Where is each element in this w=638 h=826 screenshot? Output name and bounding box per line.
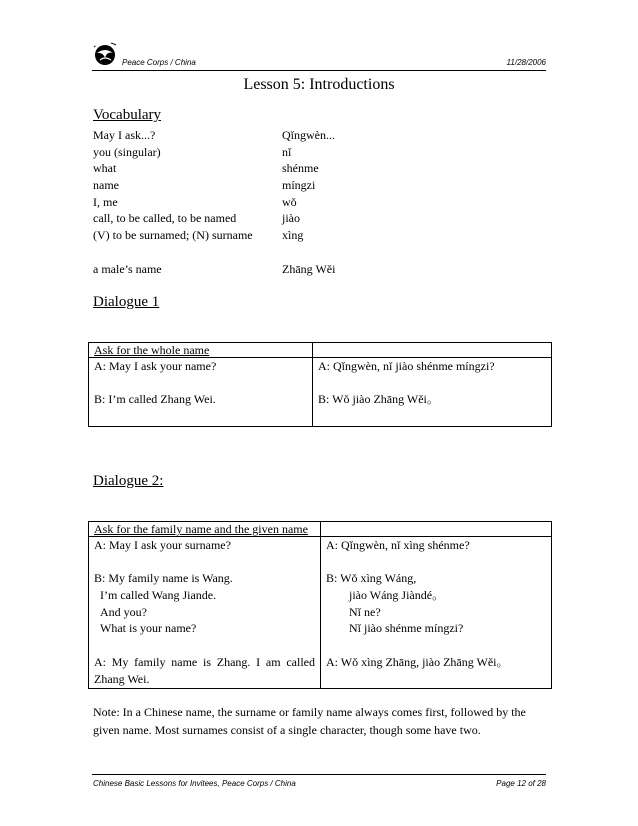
footer-page-number: Page 12 of 28 (496, 779, 546, 788)
dialogue2-pinyin-cell (321, 537, 552, 689)
dialogue-line: B: Wǒ jiào Zhāng Wěi。 (318, 392, 439, 407)
vocab-english: May I ask...? (93, 128, 156, 142)
dialogue-line: Nǐ jiào shénme míngzi? (349, 621, 464, 636)
dialogue-line: Nǐ ne? (349, 604, 381, 619)
dialogue2-table-header-empty (321, 522, 552, 537)
vocab-row (93, 160, 335, 177)
vocab-english: what (93, 161, 117, 176)
header-organization: Peace Corps / China (122, 58, 196, 67)
dialogue-line: What is your name? (100, 621, 197, 636)
dialogue-line: B: My family name is Wang. (94, 571, 233, 586)
dialogue-line: B: I’m called Zhang Wei. (94, 392, 216, 407)
dialogue2-table (88, 521, 552, 689)
vocab-row (93, 194, 335, 211)
vocab-row (93, 261, 335, 278)
dialogue1-table-header-empty (313, 343, 552, 358)
vocab-english: call, to be called, to be named (93, 211, 237, 226)
dialogue-line: A: May I ask your name? (94, 359, 217, 373)
page-header (92, 38, 546, 72)
dialogue-line: I’m called Wang Jiande. (100, 588, 217, 603)
dialogue1-pinyin-cell (313, 358, 552, 427)
vocab-pinyin: wǒ (282, 194, 297, 209)
vocabulary-list (93, 127, 335, 278)
vocab-pinyin: Zhāng Wěi (282, 261, 336, 276)
vocab-row (93, 227, 335, 244)
vocab-pinyin: xìng (282, 228, 304, 243)
dialogue-line: A: Qǐngwèn, nǐ xìng shénme? (326, 538, 470, 552)
dialogue-line: A: My family name is Zhang. I am called Zhang Wei. (94, 654, 315, 686)
vocab-english: (V) to be surnamed; (N) surname (93, 228, 253, 243)
vocab-pinyin: shénme (282, 161, 319, 176)
vocab-row (93, 177, 335, 194)
vocab-english: name (93, 178, 119, 193)
page-title: Lesson 5: Introductions (243, 76, 395, 93)
dialogue-line: A: May I ask your surname? (94, 538, 231, 552)
vocab-pinyin: jiào (282, 211, 300, 226)
header-date: 11/28/2006 (506, 58, 546, 67)
vocab-row (93, 144, 335, 161)
vocab-row (93, 127, 335, 144)
vocab-english: a male’s name (93, 261, 162, 276)
vocab-row (93, 210, 335, 227)
footer-divider (92, 774, 546, 775)
vocab-english: you (singular) (93, 144, 161, 159)
vocab-pinyin: míngzi (282, 178, 316, 193)
vocab-pinyin: nǐ (282, 144, 292, 159)
vocabulary-heading: Vocabulary (93, 107, 162, 123)
note-paragraph: Note: In a Chinese name, the surname or family name always comes first, followed by the given name. Most surnames consist of a single character, though some have two. (93, 705, 526, 737)
dialogue1-heading: Dialogue 1 (93, 294, 160, 310)
dialogue1-table (88, 342, 552, 427)
dialogue-line: A: Qǐngwèn, nǐ jiào shénme míngzi? (318, 359, 495, 373)
dialogue2-table-header: Ask for the family name and the given name (89, 522, 321, 537)
dialogue1-table-header: Ask for the whole name (89, 343, 313, 358)
peace-corps-logo-icon (92, 38, 122, 68)
dialogue2-english-cell (89, 537, 321, 689)
dialogue-line: B: Wǒ xìng Wáng, (326, 571, 417, 586)
vocab-english: I, me (93, 194, 118, 209)
dialogue-line: And you? (100, 604, 147, 619)
dialogue-line: A: Wǒ xìng Zhāng, jiào Zhāng Wěi。 (326, 654, 509, 669)
vocab-pinyin: Qǐngwèn... (282, 128, 335, 142)
dialogue1-english-cell (89, 358, 313, 427)
header-divider (92, 70, 546, 71)
dialogue-line: jiào Wáng Jiàndé。 (349, 588, 445, 603)
footer-document-title: Chinese Basic Lessons for Invitees, Peace Corps / China (93, 779, 296, 788)
dialogue2-heading: Dialogue 2: (93, 473, 164, 489)
